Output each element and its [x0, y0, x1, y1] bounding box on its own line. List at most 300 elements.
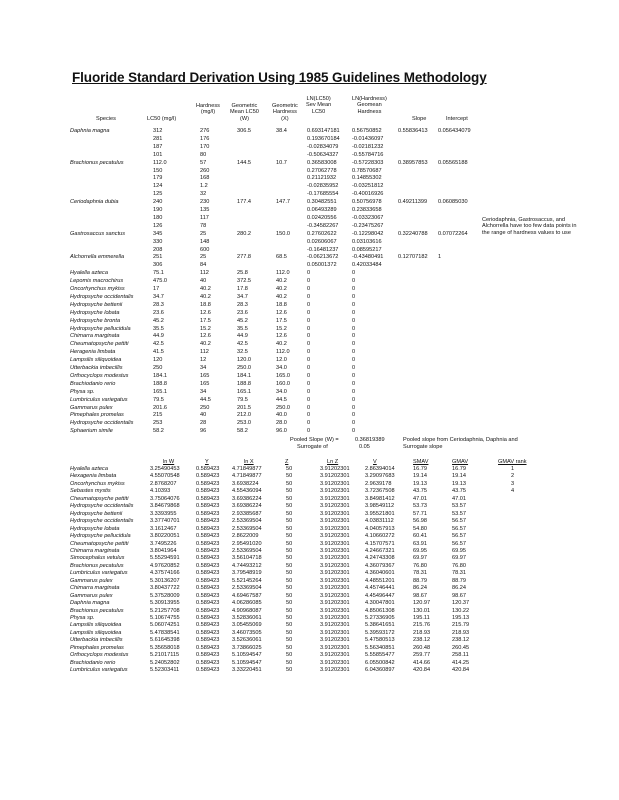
table1-cell-species: Gastrosaccus sanctus — [70, 230, 126, 237]
table1-cell-hard: 40 — [200, 278, 207, 285]
table2-cell-z: 50 — [286, 615, 293, 621]
table2-cell-v: 4.15707571 — [365, 540, 395, 547]
table1-cell-lc50: 112.0 — [153, 159, 167, 166]
table2-cell-smav: 130.01 — [413, 607, 431, 614]
page-title: Fluoride Standard Derivation Using 1985 Guidelines Methodology — [72, 70, 487, 85]
table2-row — [0, 630, 619, 637]
table2-cell-gmav: 78.31 — [452, 570, 466, 577]
table2-cell-v: 4.36079367 — [365, 562, 395, 569]
table2-cell-gmav: 56.57 — [452, 533, 466, 540]
table1-cell-ln1: 0.30482551 — [307, 199, 337, 206]
table1-cell-hard: 600 — [200, 246, 210, 253]
table1-row — [0, 341, 619, 348]
table1-cell-hard: 44.5 — [200, 396, 211, 403]
table2-cell-smav: 16.79 — [413, 466, 427, 472]
table2-cell-lnw: 3.3393955 — [150, 510, 177, 517]
table2-cell-z: 50 — [286, 540, 293, 547]
table1-cell-slope: 0.55836413 — [398, 128, 428, 134]
table1-cell-species: Pimephales promelas — [70, 412, 124, 419]
table2-cell-species: Lumbriculus variegatus — [70, 570, 128, 577]
table2-cell-ln_z: 3.91202301 — [320, 488, 350, 495]
table2-cell-species: Sebastes mystis — [70, 488, 111, 495]
surrogate-label: Surrogate of — [297, 444, 328, 450]
table2-cell-z: 50 — [286, 547, 293, 554]
table1-cell-lc50: 188.8 — [153, 380, 167, 387]
table1-row — [0, 373, 619, 380]
table1-cell-ln2: 0 — [352, 293, 356, 300]
table1-cell-lc50: 34.7 — [153, 293, 164, 300]
header2-lnz: Ln Z — [327, 459, 339, 465]
table2-cell-smav: 120.97 — [413, 600, 431, 607]
table1-cell-hard: 176 — [200, 135, 210, 142]
table1-cell-hard: 170 — [200, 143, 210, 150]
table2-cell-gmav: 130.22 — [452, 607, 470, 614]
table2-cell-gmav: 76.80 — [452, 562, 466, 569]
table2-cell-lnw: 5.10674755 — [150, 615, 180, 621]
header-ln-sev-line2: Sev Mean — [306, 102, 332, 109]
table2-cell-smav: 19.13 — [413, 480, 427, 487]
table2-cell-lnw: 3.37740701 — [150, 518, 180, 525]
table2-cell-smav: 76.80 — [413, 562, 427, 569]
header-geomean-lc50-line2: Mean LC50 — [230, 109, 259, 116]
table1-cell-lc50: 184.1 — [153, 372, 167, 379]
table1-cell-species: Hydropsyche occidentalis — [70, 420, 134, 427]
table1-row — [0, 397, 619, 404]
table1-cell-hard: 40.2 — [200, 286, 211, 292]
table1-cell-hard: 230 — [200, 199, 210, 206]
table1-row — [0, 168, 619, 175]
table1-row — [0, 144, 619, 151]
table2-cell-ln_z: 3.91202301 — [320, 547, 350, 554]
table2-cell-ln_x: 2.95491020 — [232, 540, 262, 547]
table1-cell-ln2: 0.23833658 — [352, 207, 382, 213]
header2-z: Z — [285, 459, 289, 465]
table2-row — [0, 488, 619, 495]
table1-cell-icpt: 0.07072264 — [438, 230, 468, 237]
table1-cell-ln2: 0.78570687 — [352, 167, 382, 174]
table1-cell-gh: 12.0 — [276, 357, 287, 364]
table1-cell-species: Oncorhynchus mykiss — [70, 286, 125, 292]
table1-row — [0, 349, 619, 356]
table1-cell-ln2: 0 — [352, 372, 356, 379]
table1-cell-ln2: 0 — [352, 365, 356, 371]
table2-cell-ln_z: 3.91202301 — [320, 555, 350, 562]
header-ln-hardness-line3: Hardness — [357, 108, 382, 115]
table2-cell-ln_x: 4.55436094 — [232, 488, 262, 495]
table1-row — [0, 294, 619, 301]
table2-cell-lnw: 5.37528009 — [150, 592, 180, 599]
table1-row — [0, 207, 619, 214]
table1-row — [0, 420, 619, 427]
table2-cell-ln_z: 3.91202301 — [320, 637, 350, 644]
table2-cell-v: 5.47580513 — [365, 637, 395, 644]
table1-cell-lc50: 330 — [153, 238, 163, 245]
table2-cell-v: 4.45746441 — [365, 585, 395, 592]
table2-cell-gmav: 56.57 — [452, 525, 466, 532]
table1-cell-lc50: 35.5 — [153, 325, 164, 332]
table1-cell-slope: 0.49211399 — [398, 199, 428, 206]
table2-cell-smav: 218.93 — [413, 629, 431, 636]
table2-cell-y: 0.589423 — [196, 555, 220, 562]
table1-cell-ln1: 0 — [307, 333, 311, 340]
header2-gmav: GMAV — [452, 459, 469, 465]
table2-row — [0, 660, 619, 667]
table2-cell-smav: 56.98 — [413, 518, 427, 525]
table2-cell-ln_x: 3.6938224 — [232, 480, 259, 487]
table1-cell-hard: 40.2 — [200, 341, 211, 348]
table1-cell-hard: 15.2 — [200, 325, 211, 332]
table2-cell-ln_z: 3.91202301 — [320, 570, 350, 577]
table1-cell-ln2: -0.23475267 — [352, 222, 384, 229]
table1-row — [0, 318, 619, 325]
table1-cell-hard: 12.6 — [200, 333, 211, 340]
header-ln-sev — [306, 96, 331, 115]
table1-cell-hard: 260 — [200, 167, 210, 174]
table2-cell-lnw: 5.21017115 — [150, 652, 180, 659]
table1-cell-species: Ceriodaphnia dubia — [70, 199, 119, 206]
table2-cell-ln_x: 4.06286085 — [232, 600, 262, 607]
table1-cell-lc50: 150 — [153, 167, 163, 174]
table2-cell-rank: 1 — [511, 466, 515, 472]
table1-cell-icpt: 0.05565188 — [438, 159, 468, 166]
table2-cell-y: 0.589423 — [196, 592, 220, 599]
table1-row — [0, 262, 619, 269]
table2-cell-smav: 60.41 — [413, 533, 427, 540]
table2-cell-z: 50 — [286, 480, 293, 487]
table2-cell-ln_z: 3.91202301 — [320, 495, 350, 502]
table2-cell-v: 5.55855477 — [365, 652, 395, 659]
table1-row — [0, 326, 619, 333]
table2-cell-ln_z: 3.91202301 — [320, 510, 350, 517]
table1-row — [0, 381, 619, 388]
table1-cell-gm: 277.8 — [237, 254, 251, 261]
table1-cell-hard: 84 — [200, 262, 207, 269]
table1-cell-ln1: -0.06213672 — [307, 254, 339, 261]
table1-cell-gh: 18.8 — [276, 301, 287, 308]
table1-cell-ln2: -0.03323067 — [352, 214, 384, 221]
table1-cell-hard: 28 — [200, 420, 207, 427]
table2-cell-species: Cheumatopsyche pettiti — [70, 540, 129, 547]
table2-cell-v: 2.9639178 — [365, 480, 392, 487]
table1-row — [0, 183, 619, 190]
table2-cell-gmav: 56.57 — [452, 518, 466, 525]
header-geomean-hardness-line2: Hardness — [272, 109, 297, 116]
table1-cell-lc50: 79.5 — [153, 396, 164, 403]
table1-cell-gm: 32.5 — [237, 349, 248, 356]
table1-cell-species: Utterbackia imbecillis — [70, 365, 123, 371]
table2-cell-v: 4.30047801 — [365, 600, 395, 607]
table2-cell-z: 50 — [286, 473, 293, 480]
table2-cell-ln_x: 4.69467587 — [232, 592, 262, 599]
table1-cell-gm: 45.2 — [237, 317, 248, 324]
table1-cell-gh: 150.0 — [276, 230, 290, 237]
table2-cell-species: Brachiodanio rerio — [70, 659, 116, 666]
table2-cell-smav: 420.84 — [413, 667, 431, 674]
table1-cell-gh: 12.6 — [276, 309, 287, 316]
table2-row — [0, 526, 619, 533]
table2-cell-ln_x: 3.52636061 — [232, 637, 262, 644]
header2-smav: SMAV — [413, 459, 429, 465]
table2-row — [0, 533, 619, 540]
table2-cell-smav: 86.24 — [413, 585, 427, 592]
table1-cell-hard: 40 — [200, 412, 207, 419]
table2-cell-gmav: 414.25 — [452, 659, 470, 666]
table1-cell-ln1: 0 — [307, 396, 311, 403]
table1-row — [0, 389, 619, 396]
table1-cell-lc50: 251 — [153, 254, 163, 261]
pooled-slope-desc: Pooled slope from Ceriodaphnia, Daphnia and — [403, 437, 518, 443]
table1-cell-ln2: 0.03103616 — [352, 238, 382, 245]
table2-row — [0, 548, 619, 555]
table1-cell-hard: 25 — [200, 230, 207, 237]
table2-cell-y: 0.589423 — [196, 466, 220, 472]
table2-cell-smav: 57.71 — [413, 510, 427, 517]
table1-cell-gm: 306.5 — [237, 128, 251, 134]
table1-cell-ln2: -0.40016926 — [352, 191, 384, 198]
table1-cell-gh: 10.7 — [276, 159, 287, 166]
table1-cell-gm: 120.0 — [237, 357, 251, 364]
table2-cell-y: 0.589423 — [196, 510, 220, 517]
table2-cell-gmav: 53.57 — [452, 503, 466, 510]
table1-cell-ln1: 0.02606067 — [307, 238, 337, 245]
table1-cell-species: Brachionus pecatulus — [70, 159, 124, 166]
table2-cell-smav: 78.31 — [413, 570, 427, 577]
table2-row — [0, 600, 619, 607]
table2-cell-gmav: 260.45 — [452, 644, 470, 651]
table2-cell-species: Lampsilis siliquoidea — [70, 629, 122, 636]
table2-cell-v: 6.05500842 — [365, 659, 395, 666]
table1-cell-lc50: 201.6 — [153, 404, 167, 411]
table1-row — [0, 333, 619, 340]
table2-cell-y: 0.589423 — [196, 547, 220, 554]
table1-cell-ln1: 0 — [307, 270, 311, 277]
table1-row — [0, 270, 619, 277]
table2-row — [0, 615, 619, 622]
table1-cell-gh: 12.6 — [276, 333, 287, 340]
table2-cell-ln_x: 2.53369504 — [232, 525, 262, 532]
table1-cell-lc50: 42.5 — [153, 341, 164, 348]
table2-row — [0, 593, 619, 600]
table2-cell-lnw: 5.30913955 — [150, 600, 180, 607]
table1-cell-ln1: 0.05001372 — [307, 262, 337, 269]
table2-cell-species: Gammarus pulex — [70, 577, 113, 584]
table1-cell-species: Daphnia magna — [70, 128, 110, 134]
table2-row — [0, 667, 619, 674]
table2-cell-y: 0.589423 — [196, 652, 220, 659]
table2-cell-ln_x: 3.33220451 — [232, 667, 262, 674]
table1-row — [0, 365, 619, 372]
table2-cell-species: Brachionus pecatulus — [70, 562, 124, 569]
table2-cell-v: 4.10660272 — [365, 533, 395, 540]
table2-cell-gmav: 258.11 — [452, 652, 469, 659]
table1-cell-gm: 42.5 — [237, 341, 248, 348]
table2-cell-y: 0.589423 — [196, 503, 220, 510]
table1-row — [0, 160, 619, 167]
table1-cell-lc50: 240 — [153, 199, 163, 206]
table1-cell-ln1: 0.21121932 — [307, 175, 337, 182]
table1-cell-lc50: 165.1 — [153, 388, 167, 395]
table2-cell-z: 50 — [286, 503, 293, 510]
table2-cell-smav: 260.48 — [413, 644, 431, 651]
table2-cell-ln_x: 2.93385687 — [232, 510, 262, 517]
table1-cell-gm: 372.5 — [237, 278, 251, 285]
table1-cell-lc50: 345 — [153, 230, 163, 237]
header-ln-hardness-line1: LN(Hardness) — [352, 96, 387, 102]
pooled-slope-value: 0.36819389 — [355, 437, 385, 443]
table2-cell-ln_x: 3.69386224 — [232, 503, 262, 510]
table2-cell-gmav: 53.57 — [452, 510, 466, 517]
table1-cell-ln2: 0.56750852 — [352, 128, 382, 134]
table1-cell-ln2: -0.55784716 — [352, 151, 384, 158]
table2-cell-z: 50 — [286, 637, 293, 644]
table2-cell-ln_z: 3.91202301 — [320, 518, 350, 525]
table1-row — [0, 128, 619, 135]
table1-cell-hard: 112 — [200, 270, 209, 277]
table1-cell-lc50: 208 — [153, 246, 163, 253]
table1-cell-ln1: 0 — [307, 420, 311, 427]
table2-cell-ln_z: 3.91202301 — [320, 503, 350, 510]
table2-cell-ln_x: 3.05455069 — [232, 622, 262, 629]
table1-cell-ln1: 0 — [307, 412, 311, 419]
table2-row — [0, 518, 619, 525]
table1-cell-hard: 148 — [200, 238, 210, 245]
table1-cell-hard: 32 — [200, 191, 207, 198]
table2-cell-lnw: 3.75064076 — [150, 495, 180, 502]
table1-cell-hard: 135 — [200, 207, 210, 213]
table2-cell-lnw: 4.10393 — [150, 488, 171, 495]
table2-cell-species: Hexagenia limbata — [70, 473, 117, 480]
table2-cell-v: 5.38641651 — [365, 622, 395, 629]
table1-cell-lc50: 75.1 — [153, 270, 164, 277]
table2-cell-gmav: 195.13 — [452, 615, 470, 621]
table2-cell-gmav: 69.97 — [452, 555, 466, 562]
table2-cell-ln_x: 4.71849877 — [232, 466, 262, 472]
table1-cell-hard: 78 — [200, 222, 207, 229]
table1-cell-ln1: -0.02834079 — [307, 143, 339, 150]
table2-row — [0, 578, 619, 585]
table1-cell-ln1: -0.50634327 — [307, 151, 339, 158]
table2-cell-z: 50 — [286, 607, 293, 614]
table2-cell-y: 0.589423 — [196, 585, 220, 592]
header-x: (X) — [281, 115, 289, 122]
table2-cell-ln_x: 3.73866025 — [232, 644, 262, 651]
table1-cell-gm: 23.6 — [237, 309, 248, 316]
table2-row — [0, 637, 619, 644]
table1-cell-gh: 40.2 — [276, 278, 287, 285]
table2-cell-smav: 98.67 — [413, 592, 427, 599]
table1-row — [0, 357, 619, 364]
table2-cell-z: 50 — [286, 659, 293, 666]
table1-cell-ln1: -0.02835952 — [307, 183, 339, 190]
table1-cell-lc50: 126 — [153, 222, 163, 229]
table2-row — [0, 622, 619, 629]
table2-cell-ln_z: 3.91202301 — [320, 629, 350, 636]
surrogate-desc: Surrogate slope — [403, 444, 443, 450]
table2-row — [0, 563, 619, 570]
table2-cell-z: 50 — [286, 577, 293, 584]
table1-cell-ln2: 0 — [352, 309, 356, 316]
table1-cell-lc50: 180 — [153, 214, 163, 221]
table2-cell-smav: 259.77 — [413, 652, 431, 659]
table1-cell-ln1: 0.27062778 — [307, 167, 337, 174]
table2-row — [0, 503, 619, 510]
table1-cell-ln1: -0.17685554 — [307, 191, 339, 198]
table2-cell-ln_z: 3.91202301 — [320, 585, 350, 592]
table2-row — [0, 511, 619, 518]
table1-cell-species: Hydropsyche pellucidula — [70, 325, 131, 332]
table2-cell-smav: 19.14 — [413, 473, 427, 480]
table2-cell-v: 4.03831112 — [365, 518, 394, 525]
table2-cell-y: 0.589423 — [196, 644, 220, 651]
table2-cell-gmav: 69.95 — [452, 547, 466, 554]
table2-cell-rank: 2 — [511, 473, 515, 480]
table2-cell-z: 50 — [286, 533, 293, 540]
header-geomean-lc50-line1: Geometric — [231, 103, 258, 109]
table1-row — [0, 254, 619, 261]
table2-cell-lnw: 3.84679868 — [150, 503, 180, 510]
table2-cell-z: 50 — [286, 629, 293, 636]
table2-cell-ln_x: 2.53369504 — [232, 547, 262, 554]
table2-cell-v: 5.27336905 — [365, 615, 395, 621]
table2-cell-v: 2.86394014 — [365, 466, 395, 472]
table1-cell-gm: 188.8 — [237, 380, 251, 387]
table1-cell-lc50: 312 — [153, 128, 163, 134]
table1-cell-ln1: 0.36583008 — [307, 159, 337, 166]
table1-cell-lc50: 124 — [153, 183, 163, 190]
table2-cell-y: 0.589423 — [196, 562, 220, 569]
table1-cell-hard: 17.5 — [200, 317, 211, 324]
table1-cell-ln2: 0 — [352, 270, 356, 277]
table1-cell-gh: 34.0 — [276, 365, 287, 371]
table2-cell-v: 3.84981412 — [365, 495, 395, 502]
table2-cell-ln_z: 3.91202301 — [320, 615, 350, 621]
header-hardness-line2: (mg/l) — [200, 109, 216, 116]
table1-cell-species: Hyalella azteca — [70, 270, 108, 277]
table2-cell-gmav: 218.93 — [452, 629, 470, 636]
table1-cell-gm: 177.4 — [237, 199, 251, 206]
table1-cell-species: Hydropsyche occidentalis — [70, 293, 134, 300]
table1-cell-species: Orthocyclops modestus — [70, 372, 129, 379]
table1-cell-gh: 40.0 — [276, 412, 287, 419]
table2-cell-lnw: 5.61645398 — [150, 637, 180, 644]
table2-cell-y: 0.589423 — [196, 577, 220, 584]
table2-cell-ln_z: 3.91202301 — [320, 607, 350, 614]
table1-cell-ln2: 0.42033484 — [352, 262, 382, 269]
table1-cell-gh: 28.0 — [276, 420, 287, 427]
table2-cell-z: 50 — [286, 562, 293, 569]
table2-cell-lnw: 5.35658018 — [150, 644, 180, 651]
table2-cell-species: Lampsilis siliquoidea — [70, 622, 122, 629]
table2-cell-species: Daphnia magna — [70, 600, 110, 607]
table1-cell-ln1: 0 — [307, 372, 311, 379]
table2-cell-smav: 54.80 — [413, 525, 427, 532]
table1-cell-gh: 40.2 — [276, 341, 287, 348]
table2-cell-y: 0.589423 — [196, 473, 220, 480]
table1-cell-ln1: 0 — [307, 365, 311, 371]
table2-cell-ln_z: 3.91202301 — [320, 622, 350, 629]
table1-row — [0, 302, 619, 309]
table2-cell-v: 5.56340851 — [365, 644, 395, 651]
table1-cell-gm: 165.1 — [237, 388, 251, 395]
table1-cell-species: Physa sp. — [70, 388, 95, 395]
table2-cell-gmav: 215.79 — [452, 622, 470, 629]
table1-cell-ln2: 0 — [352, 301, 356, 308]
header-ln-hardness — [352, 96, 387, 115]
table1-cell-species: Heragenia limbata — [70, 349, 116, 356]
table2-cell-v: 4.85061308 — [365, 607, 395, 614]
table2-cell-y: 0.589423 — [196, 659, 220, 666]
table1-row — [0, 278, 619, 285]
